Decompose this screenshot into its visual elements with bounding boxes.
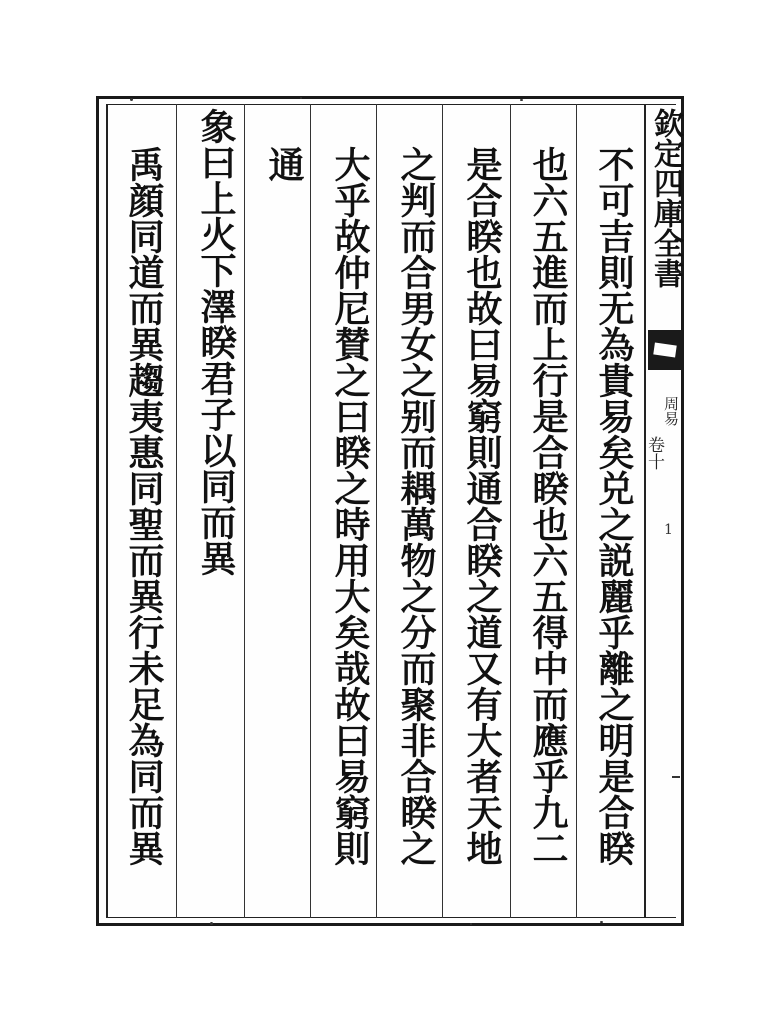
margin-title: 欽定四庫全書 bbox=[648, 108, 683, 288]
text-column-2: 也六五進而上行是合睽也六五得中而應乎九二 bbox=[527, 146, 569, 866]
text-column-8: 禹顔同道而異趨夷惠同聖而異行未足為同而異 bbox=[123, 146, 165, 866]
margin-subtitle: 周易 bbox=[662, 396, 680, 426]
scan-speckle bbox=[600, 921, 603, 923]
margin-page-number: 1 bbox=[664, 522, 673, 538]
column-rule bbox=[376, 104, 377, 918]
margin-volume: 卷十 bbox=[644, 436, 664, 470]
text-column-6: 通 bbox=[263, 146, 305, 182]
scan-speckle bbox=[520, 99, 523, 101]
text-column-5: 大乎故仲尼賛之曰睽之時用大矣哉故曰易窮則 bbox=[329, 146, 371, 866]
scan-speckle bbox=[130, 98, 133, 101]
text-column-3: 是合睽也故曰易窮則通合睽之道又有大者天地 bbox=[461, 146, 503, 866]
scan-speckle bbox=[300, 97, 302, 99]
column-rule bbox=[576, 104, 577, 918]
text-column-4: 之判而合男女之别而耦萬物之分而聚非合睽之 bbox=[395, 146, 437, 866]
column-rule bbox=[176, 104, 177, 918]
column-rule bbox=[244, 104, 245, 918]
column-rule bbox=[510, 104, 511, 918]
text-frame bbox=[106, 104, 676, 918]
text-column-7: 象曰上火下澤睽君子以同而異 bbox=[195, 108, 237, 576]
column-rule bbox=[442, 104, 443, 918]
edge-tick bbox=[672, 776, 680, 778]
scan-speckle bbox=[470, 923, 472, 925]
scan-speckle bbox=[210, 922, 213, 925]
text-column-1: 不可吉則无為貴易矣兑之説麗乎離之明是合睽 bbox=[593, 146, 635, 866]
fish-tail-mark bbox=[648, 330, 682, 370]
column-rule bbox=[310, 104, 311, 918]
